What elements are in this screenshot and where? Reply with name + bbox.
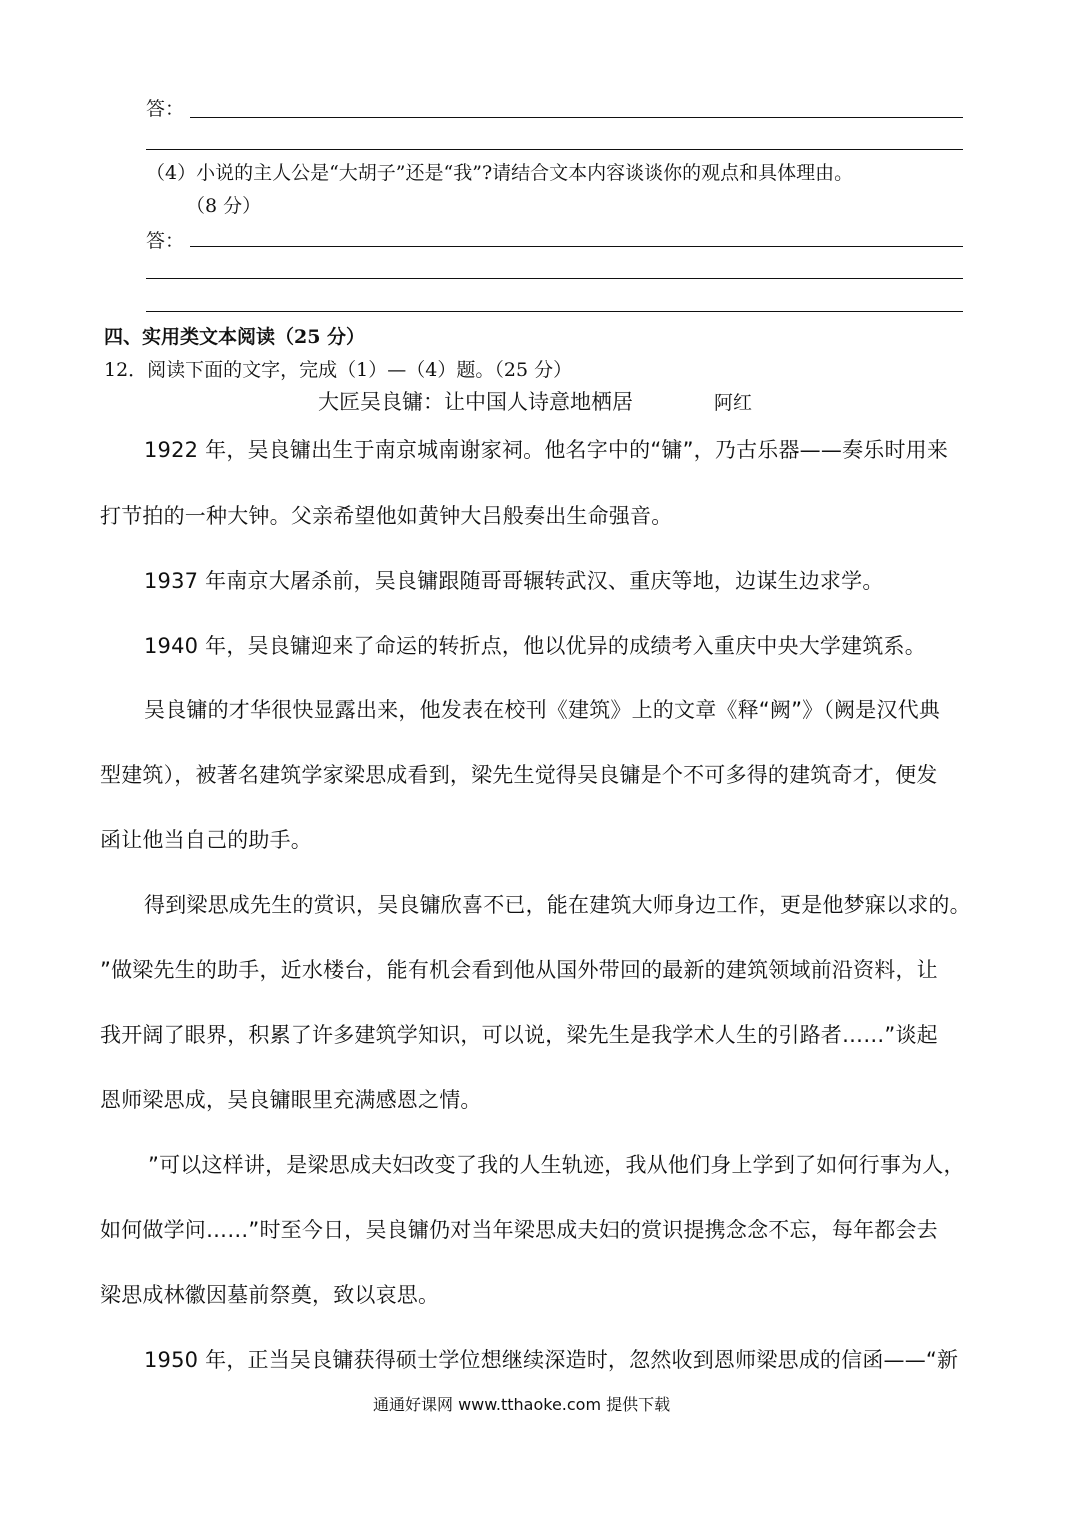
article-line: 函让他当自己的助手。: [100, 828, 312, 852]
article-title: 大匠吴良镛：让中国人诗意地栖居: [318, 390, 633, 414]
section-instruction: 12．阅读下面的文字，完成（1）—（4）题。（25 分）: [104, 359, 573, 381]
section-heading: 四、实用类文本阅读（25 分）: [104, 326, 366, 348]
page-footer: 通通好课网 www.tthaoke.com 提供下载: [373, 1395, 671, 1414]
answer-line: [146, 278, 963, 279]
article-line: ”可以这样讲，是梁思成夫妇改变了我的人生轨迹，我从他们身上学到了如何行事为人，: [148, 1153, 965, 1177]
answer-line: [190, 246, 963, 247]
article-line: 我开阔了眼界，积累了许多建筑学知识，可以说，梁先生是我学术人生的引路者……”谈起: [100, 1023, 938, 1047]
article-line: 1950 年，正当吴良镛获得硕士学位想继续深造时，忽然收到恩师梁思成的信函——“新: [144, 1348, 959, 1372]
article-line: 吴良镛的才华很快显露出来，他发表在校刊《建筑》上的文章《释“阙”》（阙是汉代典: [144, 698, 941, 722]
article-line: 打节拍的一种大钟。父亲希望他如黄钟大吕般奏出生命强音。: [100, 504, 673, 528]
article-line: 得到梁思成先生的赏识，吴良镛欣喜不已，能在建筑大师身边工作，更是他梦寐以求的。: [144, 893, 971, 917]
answer-label: 答：: [146, 230, 185, 252]
article-author: 阿红: [714, 392, 753, 414]
article-line: ”做梁先生的助手，近水楼台，能有机会看到他从国外带回的最新的建筑领域前沿资料，让: [100, 958, 938, 982]
answer-line: [146, 149, 963, 150]
article-line: 1940 年，吴良镛迎来了命运的转折点，他以优异的成绩考入重庆中央大学建筑系。: [144, 634, 926, 658]
question-4-text: （4）小说的主人公是“大胡子”还是“我”?请结合文本内容谈谈你的观点和具体理由。: [146, 162, 854, 184]
answer-line: [146, 311, 963, 312]
article-line: 如何做学问……”时至今日，吴良镛仍对当年梁思成夫妇的赏识提携念念不忘，每年都会去: [100, 1218, 938, 1242]
answer-label: 答：: [146, 98, 185, 120]
article-line: 1937 年南京大屠杀前，吴良镛跟随哥哥辗转武汉、重庆等地，边谋生边求学。: [144, 569, 884, 593]
answer-line: [190, 117, 963, 118]
article-line: 恩师梁思成，吴良镛眼里充满感恩之情。: [100, 1088, 482, 1112]
article-line: 梁思成林徽因墓前祭奠，致以哀思。: [100, 1283, 440, 1307]
article-line: 1922 年，吴良镛出生于南京城南谢家祠。他名字中的“镛”，乃古乐器——奏乐时用来: [144, 438, 949, 462]
question-4-score: （8 分）: [186, 195, 262, 217]
article-line: 型建筑），被著名建筑学家梁思成看到，梁先生觉得吴良镛是个不可多得的建筑奇才，便发: [100, 763, 938, 787]
